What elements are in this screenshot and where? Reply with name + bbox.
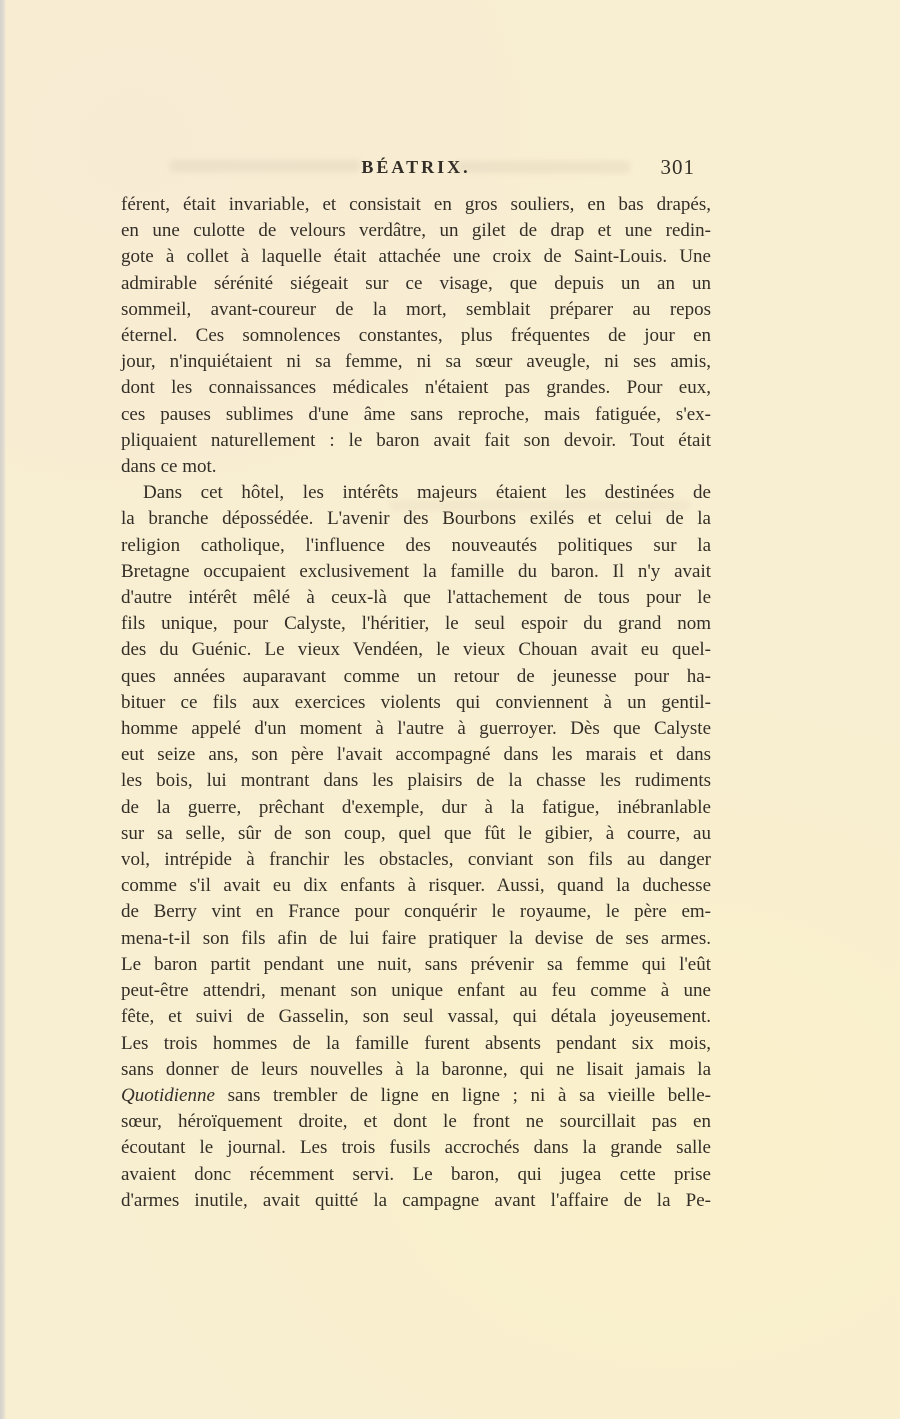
text-line [121,585,711,611]
text-line [121,1057,711,1083]
text-segment: sans donner de leurs nouvelles à la baronne, qui ne lisait jamais la [121,1058,711,1080]
text-line [121,1135,711,1161]
text-segment: sans trembler de ligne en ligne ; ni à sa vieille belle- [214,1084,711,1106]
text-line [121,899,711,925]
scan-edge [0,0,6,1419]
text-segment: de la guerre, prêchant d'exemple, dur à la fatigue, inébranlable [121,796,711,818]
text-segment: de Berry vint en France pour conquérir le royaume, le père em- [121,901,711,923]
text-segment: comme s'il avait eu dix enfants à risquer. Aussi, quand la duchesse [121,875,711,897]
text-segment: sur sa selle, sûr de son coup, quel que fût le gibier, à courre, au [121,822,711,844]
text-line [121,271,711,297]
text-segment: Les trois hommes de la famille furent absents pendant six mois, [121,1032,711,1054]
text-segment: sœur, héroïquement droite, et dont le front ne sourcillait pas en [121,1111,711,1133]
text-line [121,821,711,847]
text-segment: avaient donc récemment servi. Le baron, qui jugea cette prise [121,1163,711,1185]
text-line [121,795,711,821]
text-segment: éternel. Ces somnolences constantes, plus fréquentes de jour en [121,325,711,347]
text-line [121,1109,711,1135]
text-segment: dont les connaissances médicales n'étaient pas grandes. Pour eux, [121,377,711,399]
text-line [121,611,711,637]
text-line [121,192,711,218]
text-line [121,506,711,532]
paragraph [121,192,711,480]
text-line [121,402,711,428]
page-text [121,192,711,1214]
text-line [121,716,711,742]
text-segment: religion catholique, l'influence des nouveautés politiques sur la [121,534,711,556]
text-segment: ques années auparavant comme un retour de jeunesse pour ha- [121,665,711,687]
text-line [121,1083,711,1109]
text-segment: bituer ce fils aux exercices violents qui conviennent à un gentil- [121,691,711,713]
text-segment: des du Guénic. Le vieux Vendéen, le vieux Chouan avait eu quel- [121,639,711,661]
text-segment: fils unique, pour Calyste, l'héritier, le seul espoir du grand nom [121,613,711,635]
text-segment: ces pauses sublimes d'une âme sans reproche, mais fatiguée, s'ex- [121,403,711,425]
text-line [121,742,711,768]
text-segment: la branche dépossédée. L'avenir des Bourbons exilés et celui de la [121,508,711,530]
text-line [121,690,711,716]
text-line [121,768,711,794]
text-line [121,244,711,270]
text-line [121,454,711,480]
text-line [121,637,711,663]
text-segment: homme appelé d'un moment à l'autre à guerroyer. Dès que Calyste [121,718,711,740]
page-number: 301 [660,155,695,179]
text-line [121,664,711,690]
text-segment: Dans cet hôtel, les intérêts majeurs étaient les destinées de [143,482,711,504]
text-segment: eut seize ans, son père l'avait accompagné dans les marais et dans [121,744,711,766]
text-segment: en une culotte de velours verdâtre, un gilet de drap et une redin- [121,220,711,242]
paragraph [121,480,711,1214]
text-segment: fête, et suivi de Gasselin, son seul vassal, qui détala joyeusement. [121,1006,711,1028]
text-line [121,323,711,349]
text-segment: vol, intrépide à franchir les obstacles, conviant son fils au danger [121,849,711,871]
text-segment: sommeil, avant-coureur de la mort, semblait préparer au repos [121,298,711,320]
text-segment: férent, était invariable, et consistait en gros souliers, en bas drapés, [121,194,711,215]
text-segment: gote à collet à laquelle était attachée une croix de Saint-Louis. Une [121,246,711,268]
text-segment: peut-être attendri, menant son unique enfant au feu comme à une [121,980,711,1002]
text-segment: jour, n'inquiétaient ni sa femme, ni sa sœur aveugle, ni ses amis, [121,351,711,373]
text-line [121,847,711,873]
text-line [121,873,711,899]
text-line [121,218,711,244]
text-segment: écoutant le journal. Les trois fusils accrochés dans la grande salle [121,1137,711,1159]
text-line [121,1004,711,1030]
text-line [121,297,711,323]
text-line [121,349,711,375]
italic-text: Quotidienne [121,1084,215,1106]
text-segment: mena-t-il son fils afin de lui faire pratiquer la devise de ses armes. [121,927,711,949]
text-line [121,375,711,401]
text-line [121,978,711,1004]
text-line [121,559,711,585]
text-line [121,1031,711,1057]
text-line [121,926,711,952]
text-segment: pliquaient naturellement : le baron avait fait son devoir. Tout était [121,429,711,451]
running-title: BÉATRIX. [361,157,471,177]
text-segment: Le baron partit pendant une nuit, sans prévenir sa femme qui l'eût [121,953,711,975]
text-line [121,533,711,559]
running-header [121,152,711,182]
text-line [121,1188,711,1214]
text-segment: admirable sérénité siégeait sur ce visage, que depuis un an un [121,272,711,294]
text-segment: les bois, lui montrant dans les plaisirs de la chasse les rudiments [121,770,711,792]
text-segment: Bretagne occupaient exclusivement la famille du baron. Il n'y avait [121,560,711,582]
text-segment: d'autre intérêt mêlé à ceux-là que l'attachement de tous pour le [121,587,711,609]
text-line [121,428,711,454]
text-segment: d'armes inutile, avait quitté la campagne avant l'affaire de la Pe- [121,1189,711,1211]
text-line [121,1162,711,1188]
text-segment: dans ce mot. [121,456,217,478]
text-line [121,952,711,978]
text-line [121,480,711,506]
